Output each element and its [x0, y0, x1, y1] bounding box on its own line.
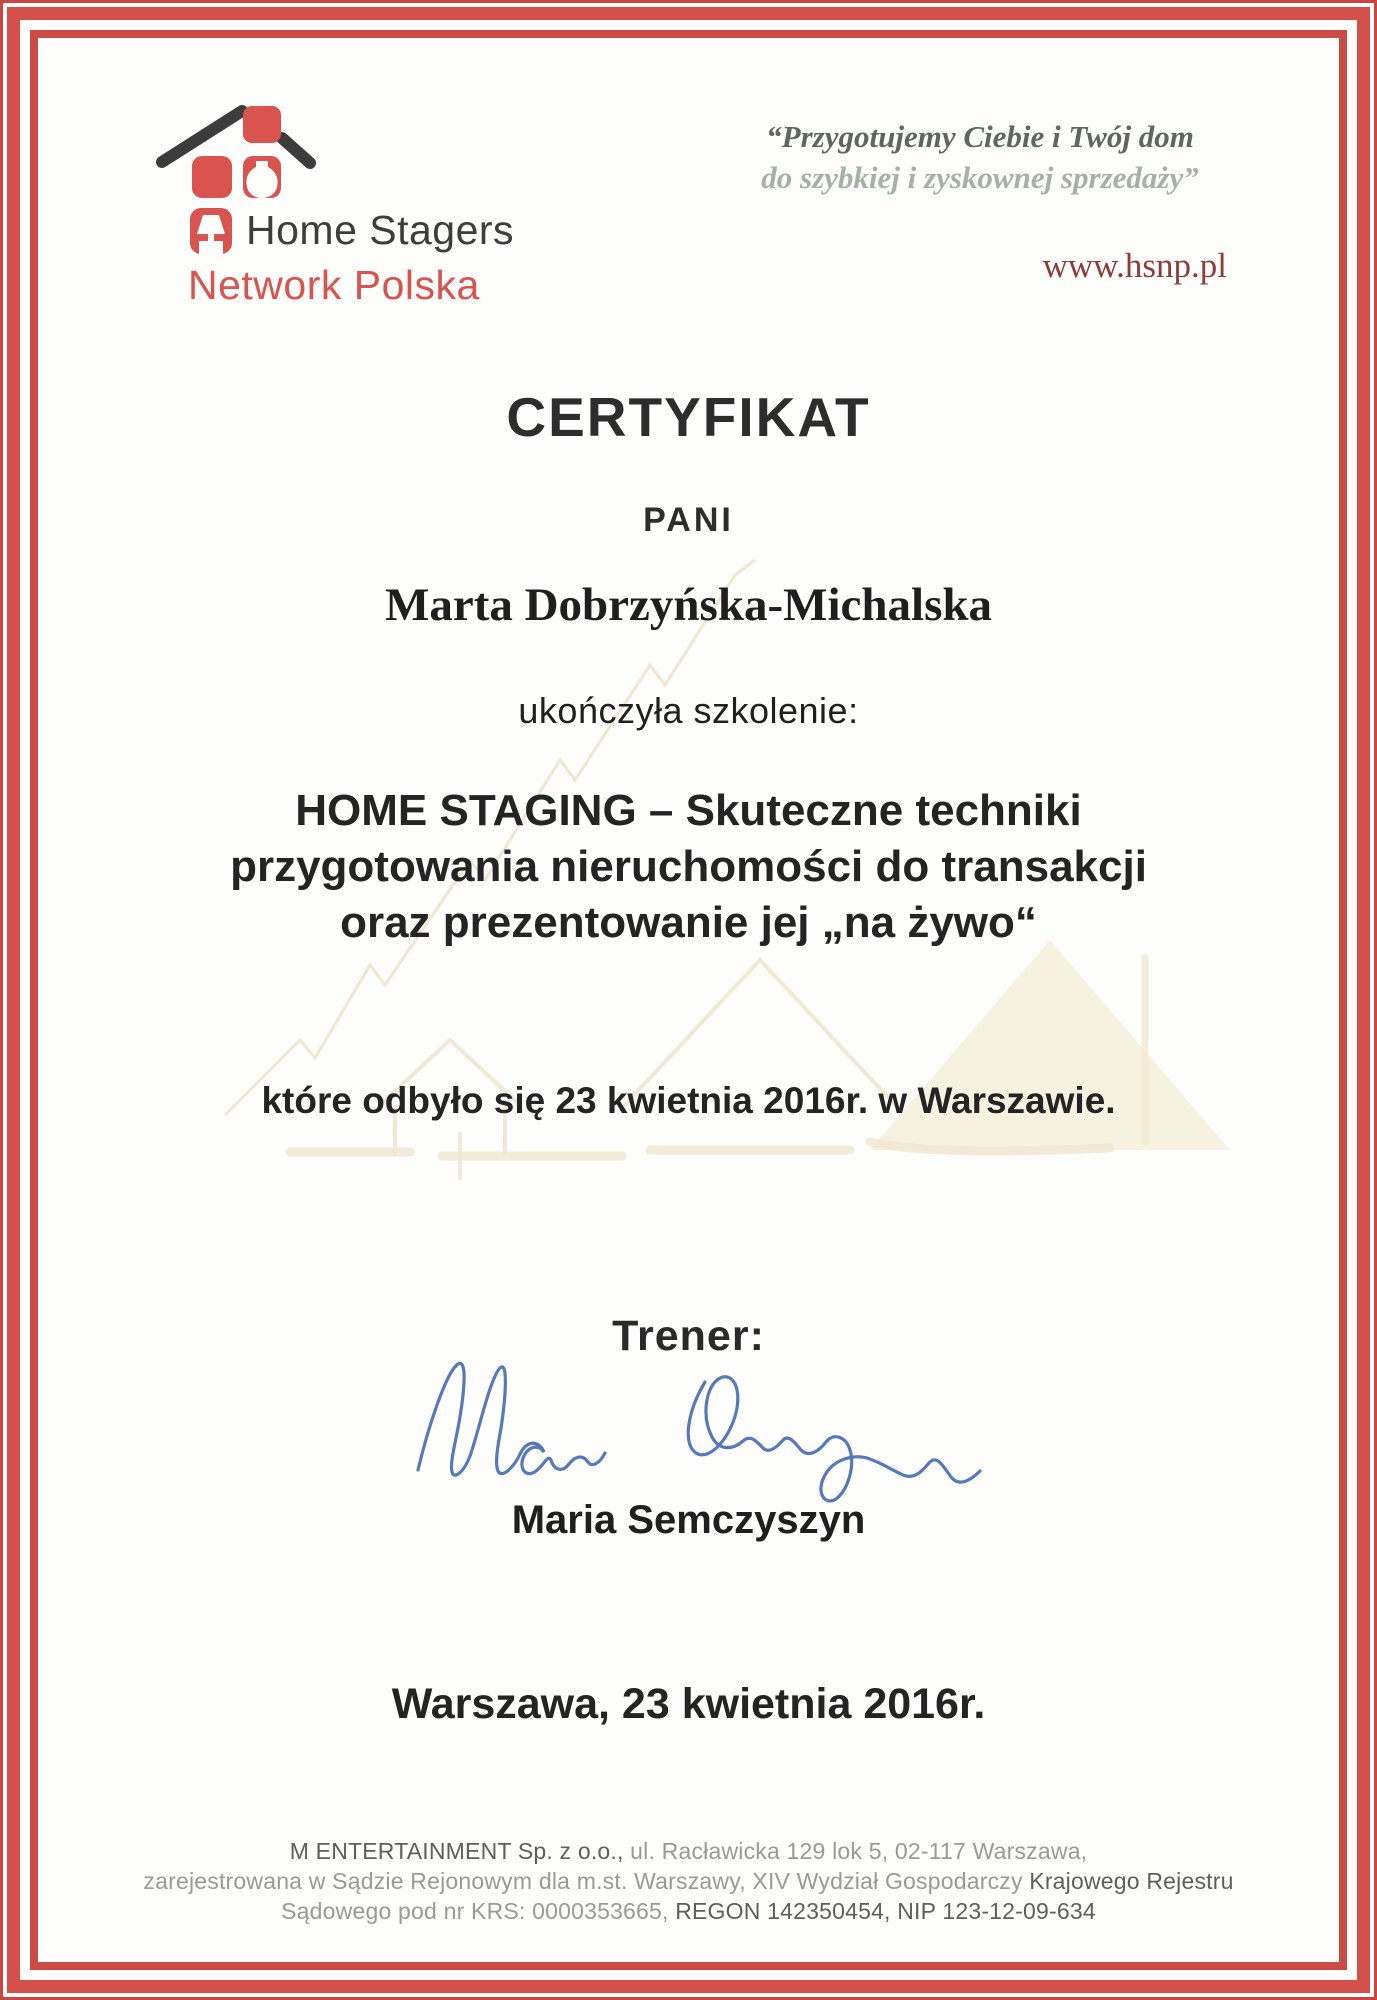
course-title-line3: oraz prezentowanie jej „na żywo“	[340, 898, 1037, 947]
website-url: www.hsnp.pl	[1042, 246, 1227, 285]
footer-registration: zarejestrowana w Sądzie Rejonowym dla m.st. Warszawy, XIV Wydział Gospodarczy	[143, 1868, 1030, 1894]
trainer-label: Trener:	[612, 1312, 765, 1360]
recipient-name: Marta Dobrzyńska-Michalska	[384, 579, 993, 631]
legal-footer	[44, 1836, 1333, 1926]
brand-name: Home Stagers	[246, 207, 515, 253]
footer-registry: Krajowego Rejestru	[1029, 1868, 1234, 1894]
salutation: PANI	[643, 501, 734, 539]
trainer-name: Maria Semczyszyn	[511, 1498, 866, 1542]
footer-line1	[44, 1836, 1333, 1866]
trainer-signature-icon	[400, 1350, 1020, 1520]
course-title-line2: przygotowania nieruchomości do transakcji	[230, 842, 1147, 891]
course-title	[44, 783, 1333, 951]
course-title-line1: HOME STAGING – Skuteczne techniki	[295, 786, 1082, 835]
tagline-line1: “Przygotujemy Ciebie i Twój dom	[766, 119, 1194, 154]
tagline	[690, 116, 1270, 198]
footer-ids: REGON 142350454, NIP 123-12-09-634	[675, 1898, 1096, 1924]
tagline-line2: do szybkiej i zyskownej sprzedaży”	[761, 160, 1199, 195]
place-date-line: Warszawa, 23 kwietnia 2016r.	[391, 1680, 986, 1728]
footer-company: M ENTERTAINMENT Sp. z o.o.,	[289, 1838, 624, 1864]
footer-address: ul. Racławicka 129 lok 5, 02-117 Warszawa,	[623, 1838, 1088, 1864]
footer-line3	[44, 1896, 1333, 1926]
footer-court: Sądowego pod nr KRS: 0000353665,	[281, 1898, 676, 1924]
event-line: które odbyło się 23 kwietnia 2016r. w Warszawie.	[261, 1080, 1116, 1121]
footer-line2	[44, 1866, 1333, 1896]
completion-line: ukończyła szkolenie:	[518, 690, 859, 731]
brand-subname: Network Polska	[188, 262, 480, 308]
certificate-title: CERTYFIKAT	[506, 386, 871, 448]
